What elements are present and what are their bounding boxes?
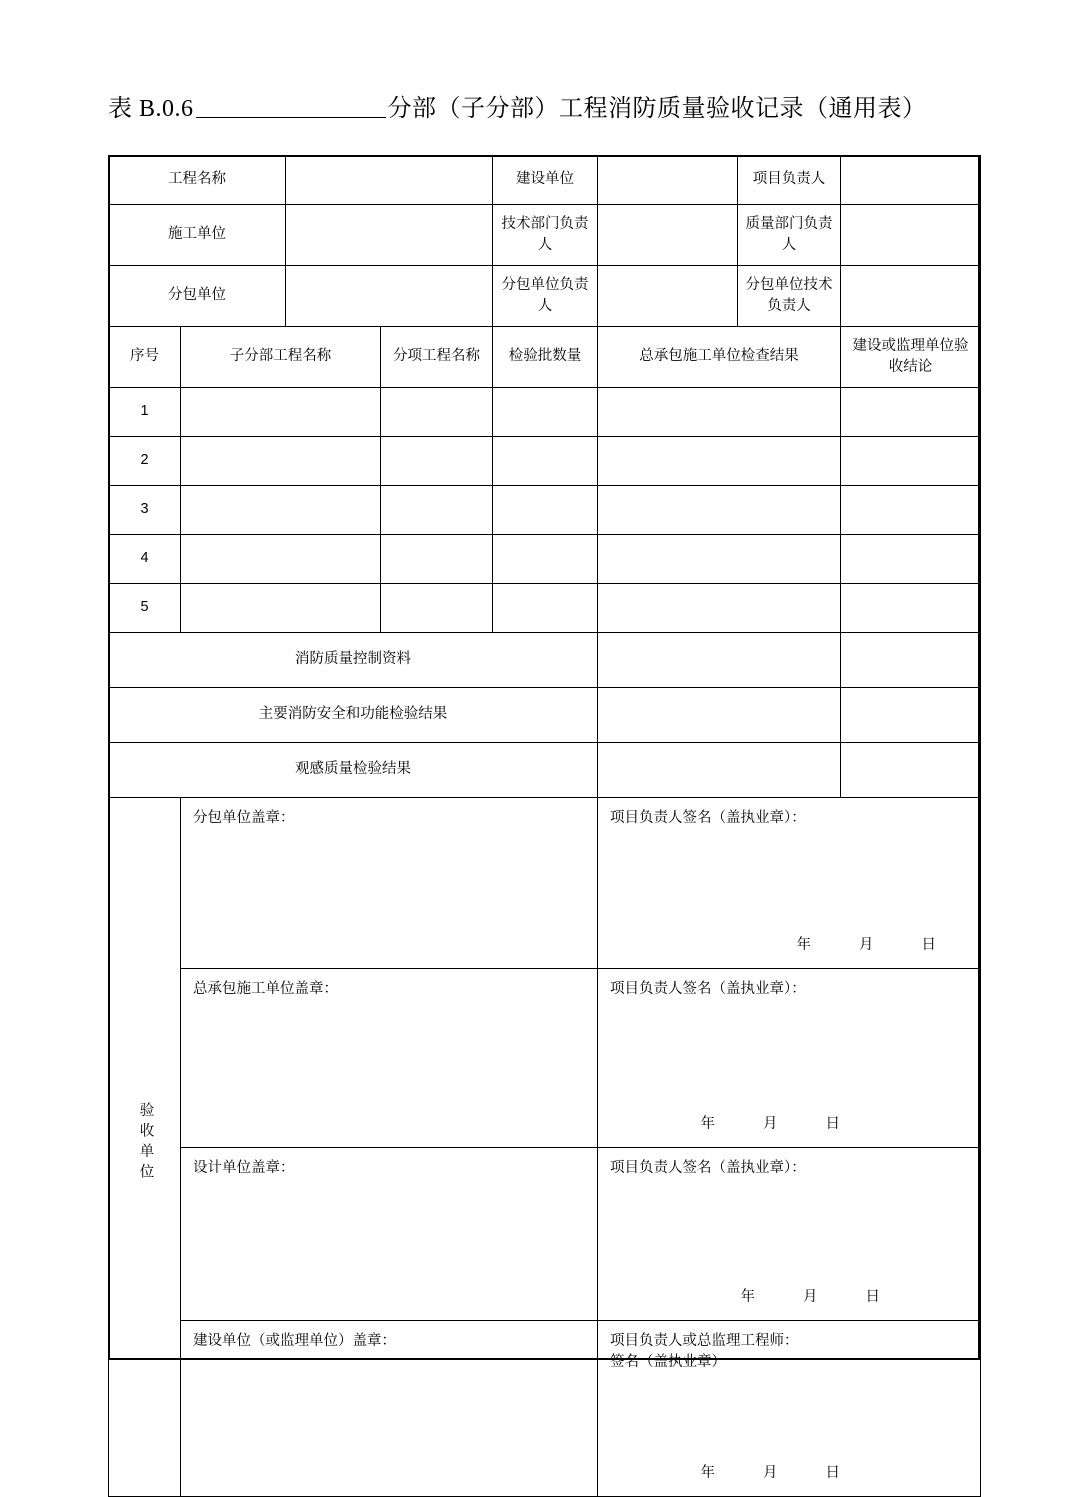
cell-contractor-check[interactable] [598,388,841,437]
table-row [109,486,981,535]
sign-design-unit-seal-label: 设计单位盖章： [193,1160,295,1176]
column-header-subitem: 分项工程名称 [381,327,493,388]
fire-acceptance-form [108,155,981,1497]
field-project-leader[interactable] [841,156,981,205]
label-project-leader: 项目负责人 [738,156,841,205]
cell-appearance-quality-accept[interactable] [841,743,981,798]
sign-subcontractor-seal-label: 分包单位盖章： [193,810,295,826]
table-row [109,584,981,633]
label-contractor-unit: 施工单位 [109,205,286,266]
cell-supervision-conclusion[interactable] [841,437,981,486]
cell-contractor-check[interactable] [598,486,841,535]
sign-subcontractor-seal[interactable] [181,798,598,969]
field-tech-department-leader[interactable] [598,205,738,266]
sign-subcontractor-leader-label: 项目负责人签名（盖执业章）： [610,810,806,826]
row-number: 1 [109,388,181,437]
table-row [109,388,981,437]
cell-subitem[interactable] [381,535,493,584]
field-quality-department-leader[interactable] [841,205,981,266]
field-subcontractor-unit[interactable] [286,266,493,327]
table-row [109,437,981,486]
acceptance-units-vertical-text: 验收单位 [137,1102,154,1185]
column-header-supervision-conclusion: 建设或监理单位验收结论 [841,327,981,388]
cell-subitem[interactable] [381,388,493,437]
cell-batch-count[interactable] [493,584,598,633]
column-header-subdivision: 子分部工程名称 [181,327,381,388]
sign-design-unit-seal[interactable] [181,1148,598,1321]
field-construction-unit[interactable] [598,156,738,205]
cell-subitem[interactable] [381,437,493,486]
field-contractor-unit[interactable] [286,205,493,266]
table-row [109,969,981,1148]
cell-subdivision[interactable] [181,437,381,486]
column-header-no: 序号 [109,327,181,388]
cell-quality-control-check[interactable] [598,633,841,688]
cell-subitem[interactable] [381,584,493,633]
cell-contractor-check[interactable] [598,535,841,584]
sign-design-unit-leader-label: 项目负责人签名（盖执业章）： [610,1160,806,1176]
cell-subdivision[interactable] [181,584,381,633]
table-row [109,1148,981,1321]
table-row [109,205,981,266]
label-construction-unit: 建设单位 [493,156,598,205]
form-table-wrapper [108,155,980,1497]
cell-supervision-conclusion[interactable] [841,388,981,437]
sign-owner-supervision-line2: 签名（盖执业章） [610,1354,726,1371]
cell-batch-count[interactable] [493,486,598,535]
page-title [108,88,988,123]
sign-general-contractor-seal-label: 总承包施工单位盖章： [193,981,338,997]
field-project-name[interactable] [286,156,493,205]
label-safety-function-test: 主要消防安全和功能检验结果 [109,688,598,743]
cell-batch-count[interactable] [493,437,598,486]
table-row [109,266,981,327]
cell-safety-function-accept[interactable] [841,688,981,743]
label-appearance-quality: 观感质量检验结果 [109,743,598,798]
table-row [109,535,981,584]
row-number: 3 [109,486,181,535]
table-row [109,743,981,798]
cell-supervision-conclusion[interactable] [841,584,981,633]
cell-appearance-quality-check[interactable] [598,743,841,798]
table-row [109,688,981,743]
label-acceptance-units [109,798,181,1497]
field-subcontractor-tech-leader[interactable] [841,266,981,327]
row-number: 5 [109,584,181,633]
cell-subitem[interactable] [381,486,493,535]
cell-supervision-conclusion[interactable] [841,486,981,535]
sign-owner-supervision-seal[interactable] [181,1321,598,1497]
date-line-2: 年 月 日 [700,1115,862,1132]
table-row [109,1321,981,1497]
table-row [109,156,981,205]
label-subcontractor-tech-leader: 分包单位技术负责人 [738,266,841,327]
label-quality-control-data: 消防质量控制资料 [109,633,598,688]
cell-subdivision[interactable] [181,486,381,535]
cell-batch-count[interactable] [493,388,598,437]
label-subcontractor-unit: 分包单位 [109,266,286,327]
title-prefix: 表 B.0.6 [108,96,194,122]
sign-subcontractor-leader[interactable] [598,798,981,969]
title-blank-line [196,117,386,118]
field-subcontractor-leader[interactable] [598,266,738,327]
cell-contractor-check[interactable] [598,437,841,486]
table-header-row [109,327,981,388]
date-line-4: 年 月 日 [700,1464,862,1481]
row-number: 2 [109,437,181,486]
cell-batch-count[interactable] [493,535,598,584]
sign-owner-supervision-line1: 项目负责人或总监理工程师： [610,1333,799,1349]
sign-design-unit-leader[interactable] [598,1148,981,1321]
sign-owner-supervision-seal-label: 建设单位（或监理单位）盖章： [193,1333,396,1349]
date-line-3: 年 月 日 [740,1288,902,1305]
column-header-batch-count: 检验批数量 [493,327,598,388]
table-row [109,798,981,969]
sign-general-contractor-leader-label: 项目负责人签名（盖执业章）： [610,981,806,997]
row-number: 4 [109,535,181,584]
sign-owner-supervision-leader[interactable] [598,1321,981,1497]
cell-subdivision[interactable] [181,388,381,437]
title-suffix: 分部（子分部）工程消防质量验收记录（通用表） [387,96,927,122]
sign-general-contractor-seal[interactable] [181,969,598,1148]
cell-subdivision[interactable] [181,535,381,584]
label-project-name: 工程名称 [109,156,286,205]
column-header-contractor-check: 总承包施工单位检查结果 [598,327,841,388]
sign-general-contractor-leader[interactable] [598,969,981,1148]
label-subcontractor-leader: 分包单位负责人 [493,266,598,327]
label-tech-department-leader: 技术部门负责人 [493,205,598,266]
cell-supervision-conclusion[interactable] [841,535,981,584]
label-quality-department-leader: 质量部门负责人 [738,205,841,266]
date-line-1: 年 月 日 [796,936,958,953]
cell-quality-control-accept[interactable] [841,633,981,688]
cell-contractor-check[interactable] [598,584,841,633]
cell-safety-function-check[interactable] [598,688,841,743]
table-row [109,633,981,688]
